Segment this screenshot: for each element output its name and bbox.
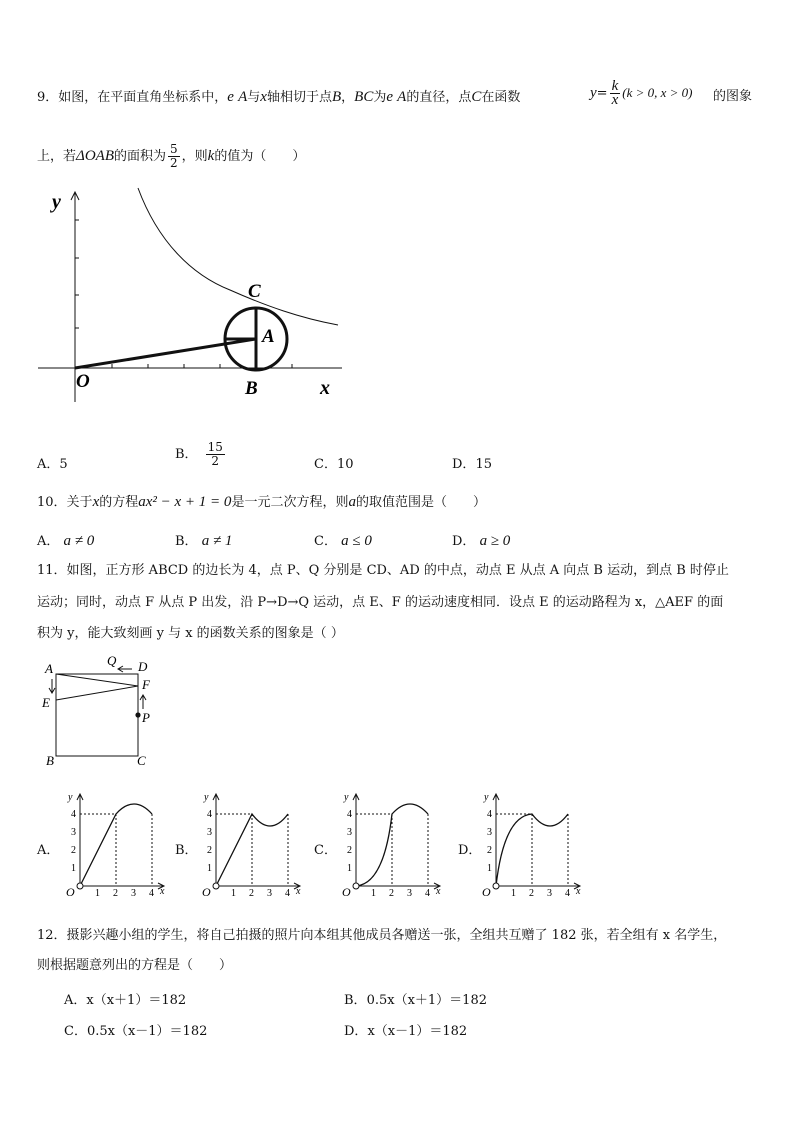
svg-text:3: 3: [487, 827, 492, 838]
svg-text:O: O: [342, 885, 351, 899]
svg-text:4: 4: [347, 809, 352, 820]
q11-label-E: E: [42, 695, 50, 710]
svg-text:4: 4: [149, 888, 154, 899]
q10-option-c[interactable]: C． a ≤ 0: [314, 533, 372, 549]
svg-text:3: 3: [131, 888, 136, 899]
q11-segment-EF: [56, 686, 138, 700]
svg-text:2: 2: [347, 845, 352, 856]
svg-text:3: 3: [207, 827, 212, 838]
q9-label-y: y: [52, 191, 61, 213]
svg-text:3: 3: [547, 888, 552, 899]
svg-text:2: 2: [113, 888, 118, 899]
q9-line2: 上，若ΔOAB的面积为 $\frac{5}{2}$ ，则k的值为（ ）: [37, 142, 306, 170]
q9-label-O: O: [76, 371, 90, 392]
svg-text:3: 3: [407, 888, 412, 899]
q11-label-D: D: [138, 659, 148, 674]
q11-graph-c[interactable]: [336, 788, 451, 900]
q9-label-A: A: [262, 326, 275, 347]
svg-text:2: 2: [529, 888, 534, 899]
q12-line2: 则根据题意列出的方程是（ ）: [37, 958, 233, 973]
svg-text:3: 3: [347, 827, 352, 838]
q10-option-a[interactable]: A． a ≠ 0: [37, 533, 95, 549]
q9-label-C: C: [248, 281, 261, 302]
q9-area-fraction: $\frac{5}{2}$: [170, 142, 178, 170]
svg-text:y: y: [344, 792, 349, 803]
svg-text:1: 1: [95, 888, 100, 899]
svg-text:x: x: [436, 886, 441, 897]
q11-graph-a[interactable]: [60, 788, 175, 900]
q11-square-ABCD: [56, 674, 138, 756]
svg-text:1: 1: [511, 888, 516, 899]
q11-option-d[interactable]: D．: [458, 843, 482, 858]
q9-option-a[interactable]: A．5: [37, 457, 68, 472]
svg-text:O: O: [66, 885, 75, 899]
q10-option-b[interactable]: B． a ≠ 1: [175, 533, 233, 549]
svg-text:4: 4: [565, 888, 570, 899]
svg-text:O: O: [202, 885, 211, 899]
svg-text:1: 1: [231, 888, 236, 899]
q12-option-c[interactable]: C．0.5x（x－1）＝182: [64, 1024, 208, 1039]
q11-line1: 11．如图，正方形 ABCD 的边长为 4，点 P、Q 分别是 CD、AD 的中点，动点 E 从点 A 向点 B 运动，到点 B 时停止: [37, 563, 729, 578]
q9-line1-tail: 的图象: [713, 89, 753, 104]
svg-text:y: y: [484, 792, 489, 803]
q12-option-d[interactable]: D．x（x－1）＝182: [344, 1024, 468, 1039]
svg-text:2: 2: [207, 845, 212, 856]
q11-option-b[interactable]: B．: [175, 843, 198, 858]
q9-function-fraction: $\frac{k}{x}$: [611, 78, 619, 108]
q11-label-F: F: [142, 677, 150, 692]
svg-text:2: 2: [71, 845, 76, 856]
q11-option-a[interactable]: A．: [37, 843, 60, 858]
svg-text:4: 4: [487, 809, 492, 820]
q11-square-figure: [35, 652, 165, 774]
q11-graph-a-curve: [80, 804, 152, 886]
svg-text:4: 4: [71, 809, 76, 820]
svg-text:4: 4: [425, 888, 430, 899]
q11-graph-c-curve: [356, 804, 428, 886]
q11-label-Q: Q: [107, 653, 117, 668]
svg-text:x: x: [576, 886, 581, 897]
q9-option-c[interactable]: C．10: [314, 457, 354, 472]
svg-text:4: 4: [207, 809, 212, 820]
svg-text:1: 1: [371, 888, 376, 899]
q11-label-B: B: [46, 753, 54, 768]
svg-text:O: O: [482, 885, 491, 899]
q9-line1: 9．如图，在平面直角坐标系中，e A与x轴相切于点B，BC为e A的直径，点C在函数: [37, 89, 521, 105]
q11-line2: 运动；同时，动点 F 从点 P 出发，沿 P→D→Q 运动，点 E、F 的运动速度相同．设点 E 的运动路程为 x，△AEF 的面: [37, 595, 724, 610]
svg-text:x: x: [296, 886, 301, 897]
q11-label-P: P: [142, 710, 150, 725]
svg-text:1: 1: [71, 863, 76, 874]
svg-text:y: y: [68, 792, 73, 803]
svg-text:2: 2: [389, 888, 394, 899]
q9-option-d[interactable]: D．15: [452, 457, 492, 472]
q11-label-C: C: [137, 753, 146, 768]
q11-graph-d[interactable]: [476, 788, 591, 900]
q11-point-P: [135, 712, 140, 717]
q12-line1: 12．摄影兴趣小组的学生，将自己拍摄的照片向本组其他成员各赠送一张，全组共互赠了 182 张，若全组有 x 名学生，: [37, 928, 727, 943]
q11-option-c[interactable]: C．: [314, 843, 337, 858]
svg-text:2: 2: [249, 888, 254, 899]
svg-text:1: 1: [207, 863, 212, 874]
q11-graph-b[interactable]: [196, 788, 311, 900]
svg-text:4: 4: [285, 888, 290, 899]
q9-option-b-fraction: $\frac{15}{2}$: [207, 440, 223, 468]
svg-text:y: y: [204, 792, 209, 803]
q9-label-x: x: [320, 377, 330, 399]
q9-function-expression: y= $\frac{k}{x}$ (k > 0, x > 0): [590, 78, 693, 108]
q11-label-A: A: [45, 661, 53, 676]
q12-option-a[interactable]: A．x（x＋1）＝182: [64, 993, 187, 1008]
q11-segment-AF: [56, 674, 138, 686]
svg-text:2: 2: [487, 845, 492, 856]
q9-hyperbola: [138, 188, 338, 325]
q12-option-b[interactable]: B．0.5x（x＋1）＝182: [344, 993, 487, 1008]
q10-option-d[interactable]: D． a ≥ 0: [452, 533, 511, 549]
svg-text:3: 3: [71, 827, 76, 838]
svg-text:1: 1: [487, 863, 492, 874]
q11-line3: 积为 y，能大致刻画 y 与 x 的函数关系的图象是（ ）: [37, 626, 344, 641]
svg-text:3: 3: [267, 888, 272, 899]
q10-stem: 10．关于x的方程ax² − x + 1 = 0是一元二次方程，则a的取值范围是（ ）: [37, 494, 486, 510]
svg-text:x: x: [160, 886, 165, 897]
q9-figure: [30, 180, 350, 410]
q9-option-b[interactable]: B． $\frac{15}{2}$: [175, 440, 223, 468]
q9-label-B: B: [245, 378, 258, 399]
svg-text:1: 1: [347, 863, 352, 874]
